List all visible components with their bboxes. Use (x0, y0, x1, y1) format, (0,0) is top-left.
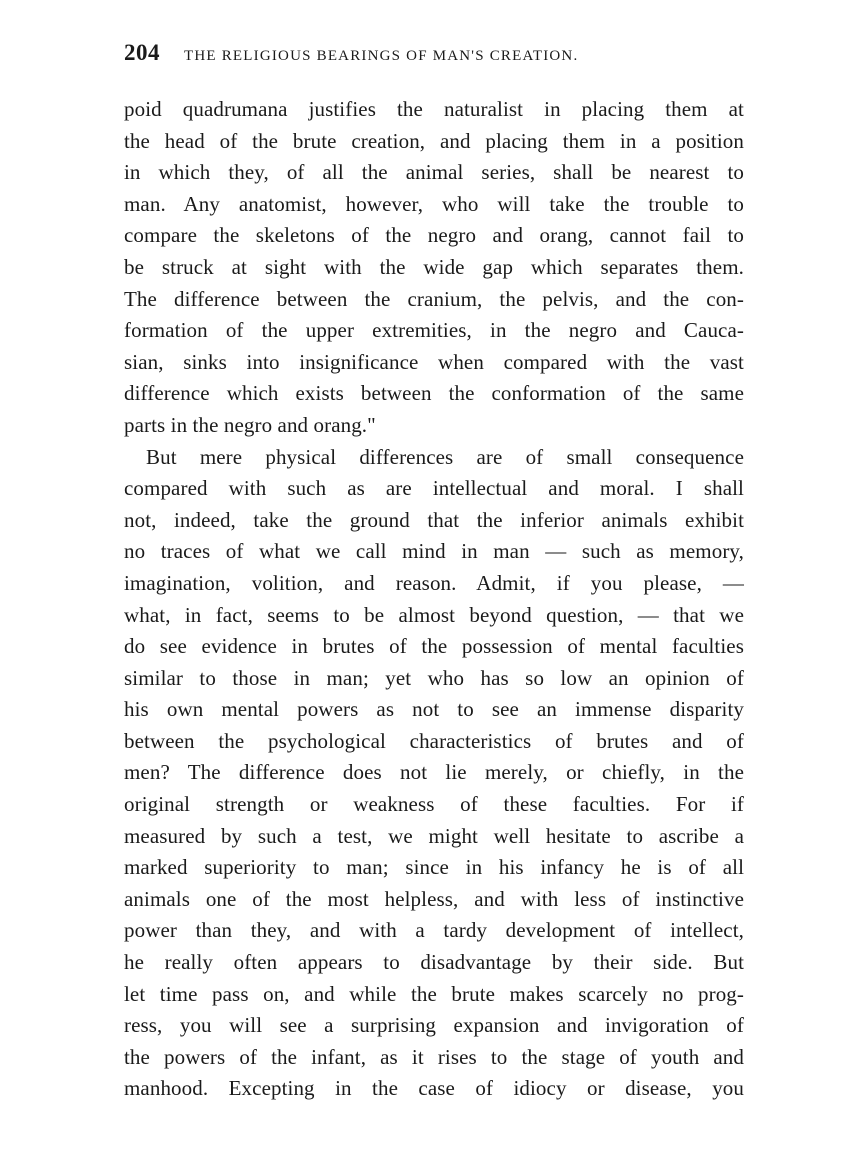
paragraph-start-line: But mere physical differences are of small consequence (146, 444, 744, 469)
text-line: poid quadrumana justifies the naturalist in placing them at (124, 97, 744, 121)
text-line: measured by such a test, we might well hesitate to ascribe a (124, 823, 744, 848)
text-line: between the psychological characteristics of brutes and of (124, 728, 744, 753)
text-line: marked superiority to man; since in his infancy he is of all (124, 855, 744, 880)
text-line: original strength or weakness of these faculties. For if (124, 792, 744, 817)
text-line: his own mental powers as not to see an immense disparity (124, 697, 744, 722)
running-head (124, 40, 744, 70)
text-line: no traces of what we call mind in man — such as memory, (124, 539, 744, 564)
text-line: sian, sinks into insignificance when compared with the vast (124, 349, 744, 374)
text-line: let time pass on, and while the brute makes scarcely no prog- (124, 981, 744, 1006)
text-line: The difference between the cranium, the pelvis, and the con- (124, 286, 744, 311)
text-line: manhood. Excepting in the case of idiocy or disease, you (124, 1076, 744, 1101)
text-line: not, indeed, take the ground that the inferior animals exhibit (124, 507, 744, 532)
body-text (124, 94, 744, 1105)
text-line: do see evidence in brutes of the possession of mental faculties (124, 634, 744, 659)
text-line: in which they, of all the animal series, shall be nearest to (124, 160, 744, 185)
text-line: the powers of the infant, as it rises to the stage of youth and (124, 1044, 744, 1069)
text-line: ress, you will see a surprising expansion and invigoration of (124, 1013, 744, 1038)
text-line: animals one of the most helpless, and with less of instinctive (124, 886, 744, 911)
text-line: he really often appears to disadvantage by their side. But (124, 950, 744, 975)
text-line: men? The difference does not lie merely, or chiefly, in the (124, 760, 744, 785)
text-line: what, in fact, seems to be almost beyond question, — that we (124, 602, 744, 627)
page-number: 204 (124, 40, 160, 65)
text-line: be struck at sight with the wide gap which separates them. (124, 254, 744, 279)
text-line: compare the skeletons of the negro and orang, cannot fail to (124, 223, 744, 248)
text-line: imagination, volition, and reason. Admit, if you please, — (124, 570, 744, 595)
text-line: similar to those in man; yet who has so low an opinion of (124, 665, 744, 690)
running-title: THE RELIGIOUS BEARINGS OF MAN'S CREATION. (184, 48, 579, 64)
text-line: compared with such as are intellectual and moral. I shall (124, 476, 744, 501)
text-line: man. Any anatomist, however, who will take the trouble to (124, 191, 744, 216)
text-line: formation of the upper extremities, in the negro and Cauca- (124, 318, 744, 343)
paragraph-end-line: parts in the negro and orang." (124, 412, 376, 437)
text-line: the head of the brute creation, and placing them in a position (124, 128, 744, 153)
text-line: power than they, and with a tardy development of intellect, (124, 918, 744, 943)
text-line: difference which exists between the conformation of the same (124, 381, 744, 406)
